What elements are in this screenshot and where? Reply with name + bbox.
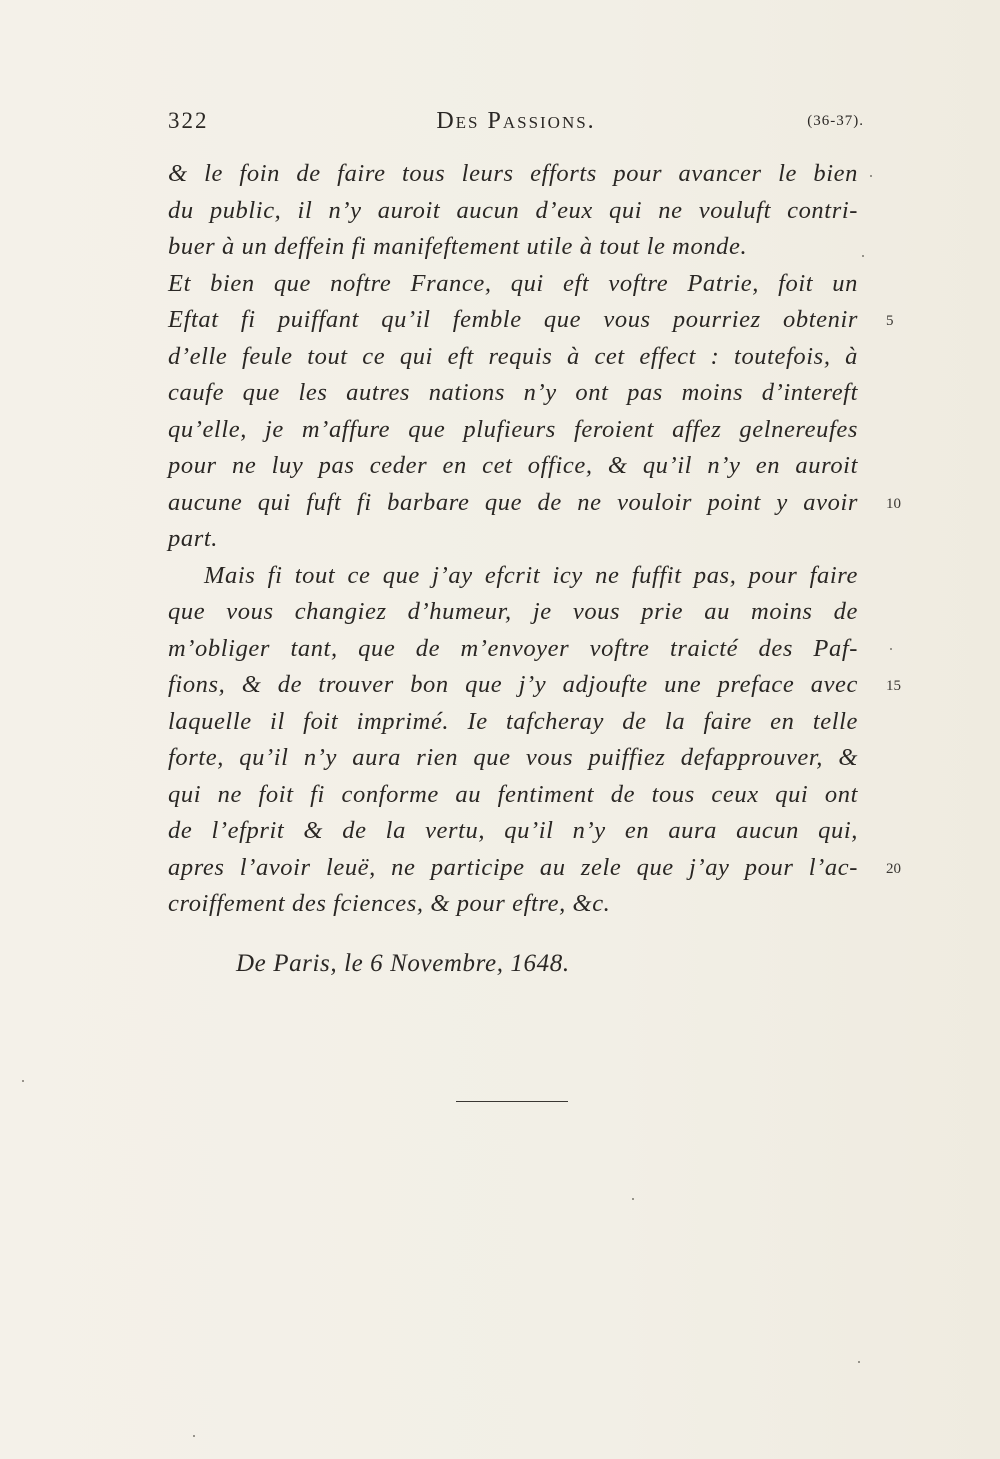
end-rule (456, 1101, 568, 1102)
line-number-marker: 10 (886, 496, 901, 512)
print-speck (890, 648, 892, 650)
dateline: De Paris, le 6 Novembre, 1648. (236, 950, 570, 977)
text-line: qui ne foit fi conforme au fentiment de tous ceux qui ont (168, 780, 858, 808)
running-title: Des Passions. (436, 108, 596, 134)
text-line: Et bien que noftre France, qui eft voftre Patrie, foit un (168, 269, 858, 297)
text-line: fions, & de trouver bon que j’y adjoufte une preface avec (168, 671, 858, 698)
text-line: & le foin de faire tous leurs efforts pour avancer le bien (168, 160, 858, 187)
text-line: de l’efprit & de la vertu, qu’il n’y en aura aucun qui, (168, 817, 858, 844)
text-line: croiffement des fciences, & pour eftre, &c. (168, 890, 611, 917)
print-speck (193, 1435, 195, 1437)
text-line: qu’elle, je m’affure que plufieurs feroient affez gelnereufes (168, 415, 858, 443)
text-line: part. (168, 525, 218, 552)
line-number-marker: 15 (886, 678, 901, 694)
print-speck (858, 1361, 860, 1363)
text-line: forte, qu’il n’y aura rien que vous puiffiez defapprouver, & (168, 744, 858, 771)
print-speck (862, 255, 864, 257)
text-line: aucune qui fuft fi barbare que de ne vouloir point y avoir (168, 488, 858, 516)
letter-body (168, 156, 858, 923)
page-number: 322 (168, 108, 209, 133)
print-speck (870, 175, 872, 177)
text-line: buer à un deffein fi manifeftement utile à tout le monde. (168, 233, 748, 260)
line-number-marker: 5 (886, 313, 894, 329)
text-line: caufe que les autres nations n’y ont pas moins d’intereft (168, 379, 858, 406)
text-line: m’obliger tant, que de m’envoyer voftre traicté des Paf- (168, 634, 858, 662)
text-line: que vous changiez d’humeur, je vous prie au moins de (168, 598, 858, 625)
section-reference: (36-37). (807, 113, 864, 129)
print-speck (632, 1198, 634, 1200)
text-line: Mais fi tout ce que j’ay efcrit icy ne fuffit pas, pour faire (204, 561, 858, 589)
text-line: apres l’avoir leuë, ne participe au zele que j’ay pour l’ac- (168, 853, 858, 881)
text-line: d’elle feule tout ce qui eft requis à cet effect : toutefois, à (168, 342, 858, 370)
text-line: Eftat fi puiffant qu’il femble que vous pourriez obtenir (168, 306, 858, 333)
text-line: pour ne luy pas ceder en cet office, & qu’il n’y en auroit (168, 452, 858, 479)
line-number-marker: 20 (886, 861, 901, 877)
print-speck (22, 1080, 24, 1082)
text-line: laquelle il foit imprimé. Ie tafcheray de la faire en telle (168, 707, 858, 735)
text-line: du public, il n’y auroit aucun d’eux qui ne vouluft contri- (168, 196, 858, 224)
page-header (168, 108, 864, 140)
